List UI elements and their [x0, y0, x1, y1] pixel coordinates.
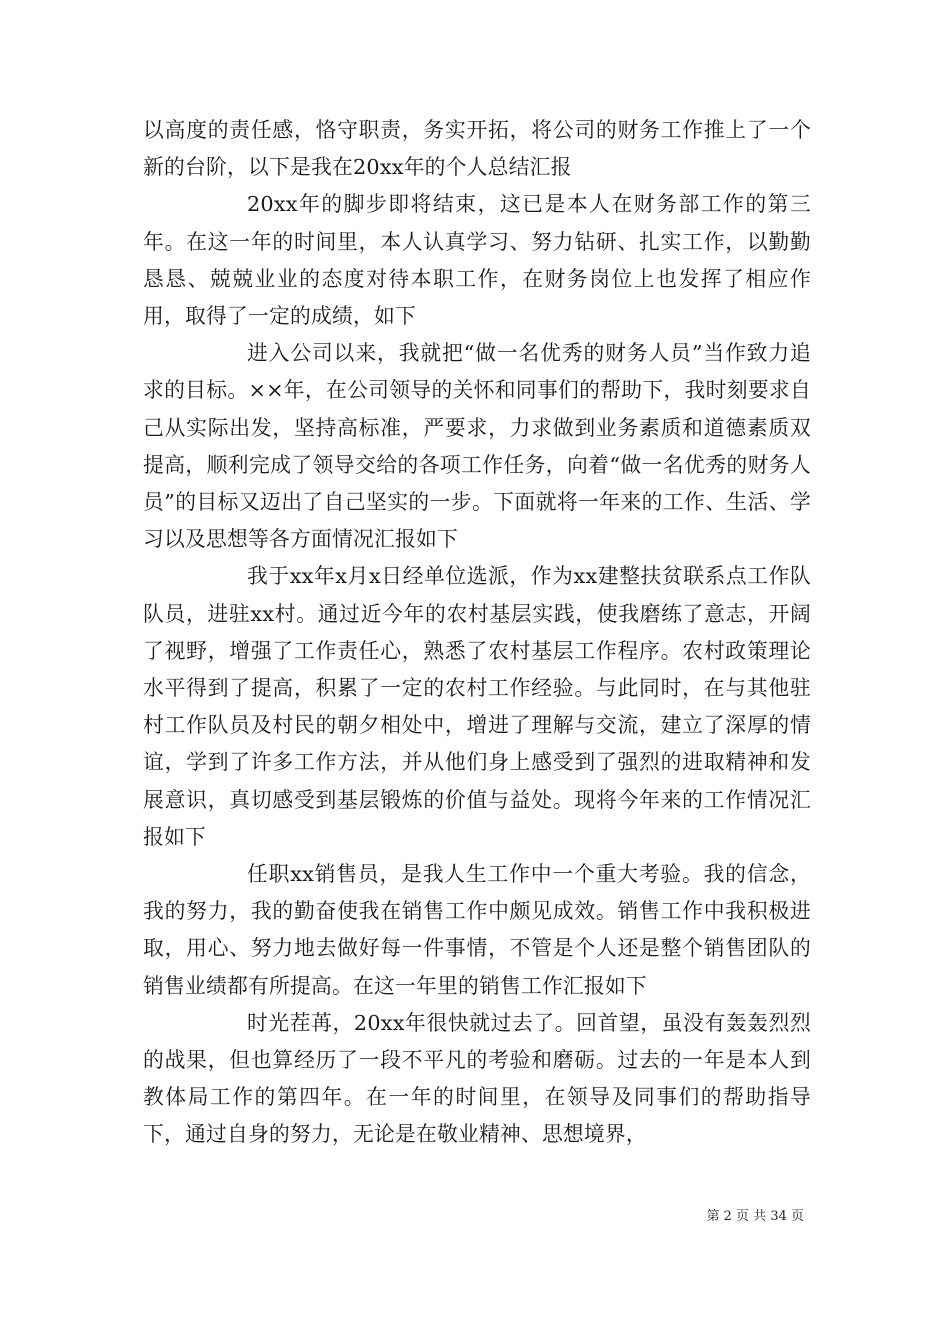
document-body: [143, 112, 811, 1154]
paragraph-6: 时光茬苒，20xx年很快就过去了。回首望，虽没有轰轰烈烈的战果，但也算经历了一段不平凡的考验和磨砺。过去的一年是本人到教体局工作的第四年。在一年的时间里，在领导及同事们的帮助指导下，通过自身的努力，无论是在敬业精神、思想境界，: [143, 1010, 811, 1147]
paragraph-2: 20xx年的脚步即将结束，这已是本人在财务部工作的第三年。在这一年的时间里，本人认真学习、努力钻研、扎实工作，以勤勤恳恳、兢兢业业的态度对待本职工作，在财务岗位上也发挥了相应作用，取得了一定的成绩，如下: [143, 192, 811, 329]
paragraph-1: 以高度的责任感，恪守职责，务实开拓，将公司的财务工作推上了一个新的台阶，以下是我在20xx年的个人总结汇报: [143, 118, 811, 180]
page-number-footer: 第 2 页 共 34 页: [706, 1209, 804, 1224]
paragraph-3: 进入公司以来，我就把“做一名优秀的财务人员”当作致力追求的目标。××年，在公司领导的关怀和同事们的帮助下，我时刻要求自己从实际出发，坚持高标准，严要求，力求做到业务素质和道德素质双提高，顺利完成了领导交给的各项工作任务，向着“做一名优秀的财务人员”的目标又迈出了自己坚实的一步。下面就将一年来的工作、生活、学习以及思想等各方面情况汇报如下: [143, 341, 811, 552]
paragraph-5: 任职xx销售员，是我人生工作中一个重大考验。我的信念，我的努力，我的勤奋使我在销售工作中颇见成效。销售工作中我积极进取，用心、努力地去做好每一件事情，不管是个人还是整个销售团队的销售业绩都有所提高。在这一年里的销售工作汇报如下: [143, 862, 811, 998]
paragraph-4: 我于xx年x月x日经单位选派，作为xx建整扶贫联系点工作队队员，进驻xx村。通过近今年的农村基层实践，使我磨练了意志，开阔了视野，增强了工作责任心，熟悉了农村基层工作程序。农村政策理论水平得到了提高，积累了一定的农村工作经验。与此同时，在与其他驻村工作队员及村民的朝夕相处中，增进了理解与交流，建立了深厚的情谊，学到了许多工作方法，并从他们身上感受到了强烈的进取精神和发展意识，真切感受到基层锻炼的价值与益处。现将今年来的工作情况汇报如下: [143, 564, 811, 849]
